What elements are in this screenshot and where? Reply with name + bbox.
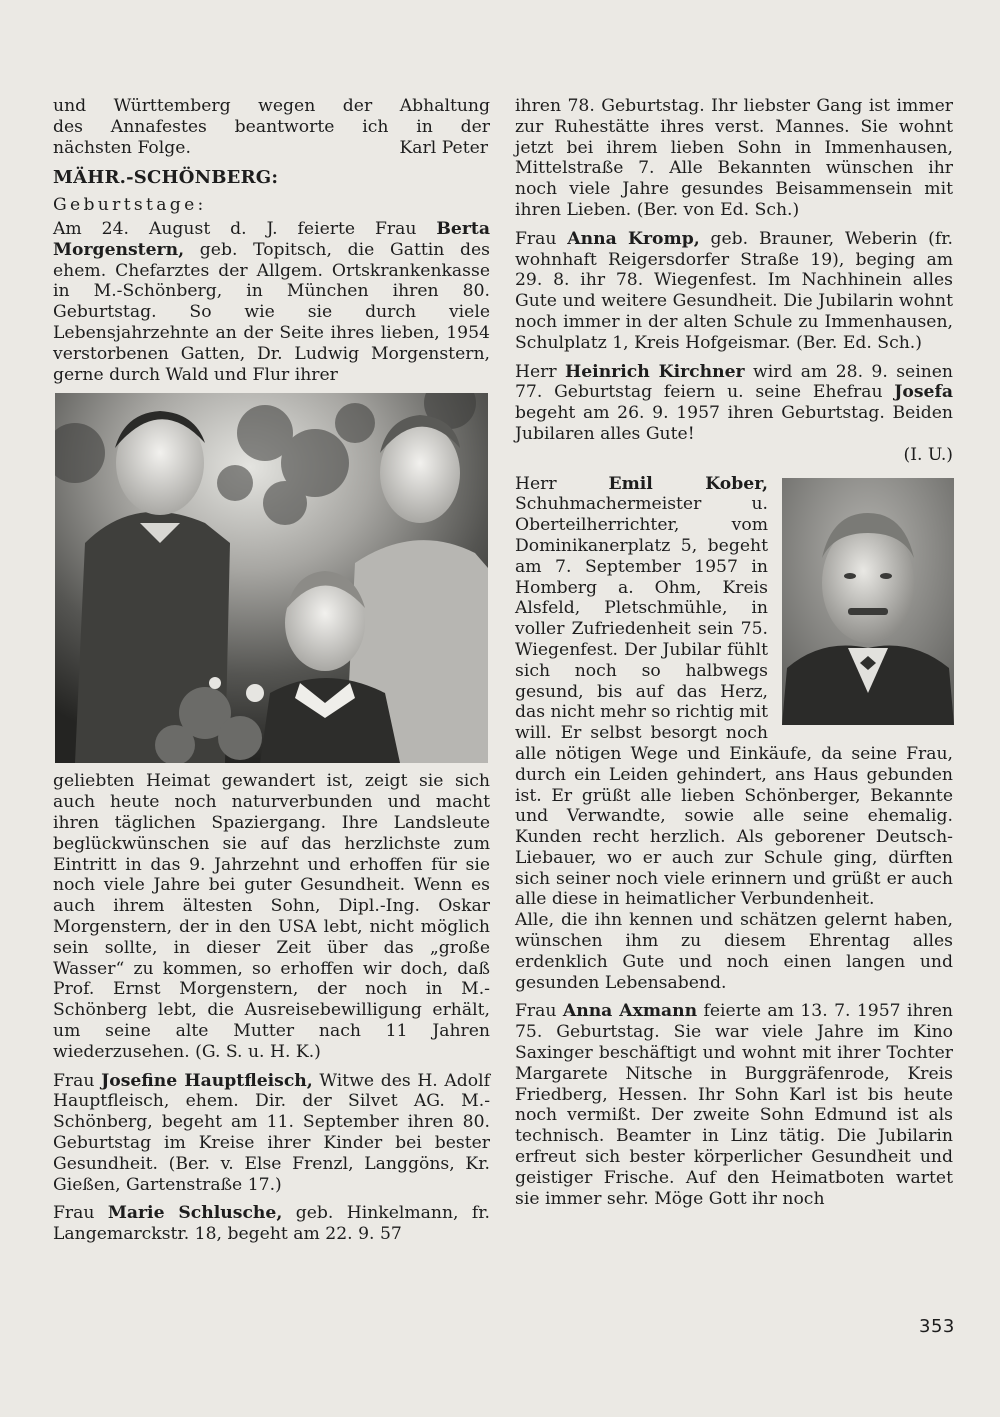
- group-photo: [55, 393, 488, 763]
- josefa-name: Josefa: [894, 382, 953, 403]
- axmann-name: Anna Axmann: [562, 1001, 698, 1022]
- right-column: [515, 96, 953, 1209]
- berta-continued: geliebten Heimat gewandert ist, zeigt sie sich auch heute noch naturverbunden und macht ihren täglichen Spaziergang. Ihre Landsleute beglückwünschen sie auf das herzlichste zum Eintritt in das 9. Jahrzehnt und erhoffen für sie noch viele Jahre bei guter Gesundheit. Wenn es auch ihrem ältesten Sohn, Dipl.-Ing. Oskar Morgenstern, der in den USA lebt, nicht möglich sein sollte, in dieser Zeit über das „große Wasser“ zu kommen, so erhoffen wir doch, daß Prof. Ernst Morgenstern, der noch in M.-Schönberg lebt, die Ausreisebewilligung erhält, um seine alte Mutter nach 11 Jahren wiederzusehen. (G. S. u. H. K.): [53, 771, 490, 1062]
- josefine-pre: Frau: [53, 1070, 102, 1091]
- josefine-entry: [53, 1071, 490, 1196]
- intro-line-1: und Württemberg wegen der Abhaltung: [53, 96, 490, 116]
- kirchner-pre: Herr: [515, 361, 565, 382]
- kirchner-text: begeht am 26. 9. 1957 ihren Geburtstag. Beiden Jubilaren alles Gute!: [515, 403, 953, 444]
- berta-entry: [53, 219, 490, 385]
- kirchner-name: Heinrich Kirchner: [564, 361, 745, 382]
- section-heading: MÄHR.-SCHÖNBERG:: [53, 167, 279, 189]
- kober-entry: [515, 474, 953, 994]
- kirchner-mid: wird am 28. 9. seinen 77. Geburtstag feiern u. seine Ehefrau: [515, 361, 954, 403]
- kober-closing: Alle, die ihn kennen und schätzen gelernt haben, wünschen ihm zu diesem Ehrentag alles erdenklich Gute und noch einen langen und gesunden Lebensabend.: [515, 910, 953, 993]
- kober-portrait-image: [782, 478, 954, 725]
- josefine-name: Josefine Hauptfleisch,: [101, 1070, 313, 1091]
- axmann-pre: Frau: [515, 1001, 563, 1022]
- intro-last: nächsten Folge.: [53, 137, 191, 158]
- josefine-text: Witwe des H. Adolf Hauptfleisch, ehem. Dir. der Silvet AG. M.-Schönberg, begeht am 11. September ihren 80. Geburtstag im Kreise ihrer Kinder bei bester Gesundheit. (Ber. v. Else Frenzl, Langgöns, Kr. Gießen, Gartenstraße 17.): [53, 1070, 491, 1195]
- marie-text: geb. Hinkelmann, fr. Langemarckstr. 18, begeht am 22. 9. 57: [53, 1203, 491, 1245]
- kromp-text: geb. Brauner, Weberin (fr. wohnhaft Reigersdorfer Straße 19), beging am 29. 8. ihr 78. Wiegenfest. Im Nachhinein alles Gute und weitere Gesundheit. Die Jubilarin wohnt noch immer in der alten Schule zu Immenhausen, Schulplatz 1, Kreis Hofgeismar. (Ber. Ed. Sch.): [515, 228, 954, 353]
- kober-name: Emil Kober,: [608, 473, 768, 494]
- kromp-name: Anna Kromp,: [567, 228, 700, 249]
- kober-portrait: [782, 478, 954, 725]
- axmann-entry: [515, 1001, 953, 1209]
- kirchner-signature: (I. U.): [903, 444, 953, 465]
- schlusche-continued: ihren 78. Geburtstag. Ihr liebster Gang ist immer zur Ruhestätte ihres verst. Mannes. Sie wohnt jetzt bei ihrem lieben Sohn in Immenhausen, Mittelstraße 7. Alle Bekannten wünschen ihr noch viele Jahre gesundes Beisammensein mit ihren Lieben. (Ber. von Ed. Sch.): [515, 96, 953, 220]
- berta-pre: Am 24. August d. J. feierte Frau: [53, 218, 437, 239]
- marie-name: Marie Schlusche,: [107, 1203, 283, 1224]
- kober-pre: Herr: [515, 473, 609, 494]
- marie-entry: [53, 1203, 490, 1245]
- axmann-text: feierte am 13. 7. 1957 ihren 75. Geburtstag. Sie war viele Jahre im Kino Saxinger beschäftigt und wohnt mit ihrer Tochter Margarete Nitsche in Burggräfenrode, Kreis Friedberg, Hessen. Ihr Sohn Karl ist bis heute noch vermißt. Der zweite Sohn Edmund ist als technisch. Beamter in Linz tätig. Die Jubilarin erfreut sich bester körperlicher Gesundheit und geistiger Frische. Auf den Heimatboten wartet sie immer sehr. Möge Gott ihr noch: [515, 1001, 954, 1209]
- kromp-entry: [515, 229, 953, 354]
- intro-signature-line: [53, 138, 490, 159]
- group-photo-image: [55, 393, 488, 763]
- intro-line-2: des Annafestes beantworte ich in der: [53, 116, 490, 137]
- kromp-pre: Frau: [515, 228, 568, 249]
- left-column: [53, 96, 490, 1245]
- kober-body: Schuhmachermeister u. Oberteilherrichter, vom Dominikanerplatz 5, begeht am 7. September 1957 in Homberg a. Ohm, Kreis Alsfeld, Pletschmühle, in voller Zufriedenheit sein 75. Wiegenfest. Der Jubilar fühlt sich noch so halbwegs gesund, bis auf das Herz, das nicht mehr so richtig mit will. Er selbst besorgt noch alle nötigen Wege und Einkäufe, da seine Frau, durch ein Leiden gehindert, ans Haus gebunden ist. Er grüßt alle lieben Schönberger, Bekannte und Verwandte, sowie alle seine ehemalig. Kunden recht herzlich. Als geborener Deutsch-Liebauer, wo er auch zur Schule ging, dürften sich seiner noch viele erinnern und grüßt er auch alle diese in heimatlicher Verbundenheit.: [515, 494, 953, 910]
- section-subheading: Geburtstage:: [53, 195, 207, 216]
- berta-text: geb. Topitsch, die Gattin des ehem. Chefarztes der Allgem. Ortskrankenkasse in M.-Schönberg, in München ihren 80. Geburtstag. So wie sie durch viele Lebensjahrzehnte an der Seite ihres lieben, 1954 verstorbenen Gatten, Dr. Ludwig Morgenstern, gerne durch Wald und Flur ihrer: [53, 239, 490, 385]
- berta-name: Berta Morgenstern,: [53, 218, 490, 260]
- marie-pre: Frau: [53, 1203, 108, 1224]
- intro-signature: Karl Peter: [399, 137, 488, 158]
- page-number: 353: [919, 1316, 955, 1337]
- kirchner-entry: [515, 362, 953, 445]
